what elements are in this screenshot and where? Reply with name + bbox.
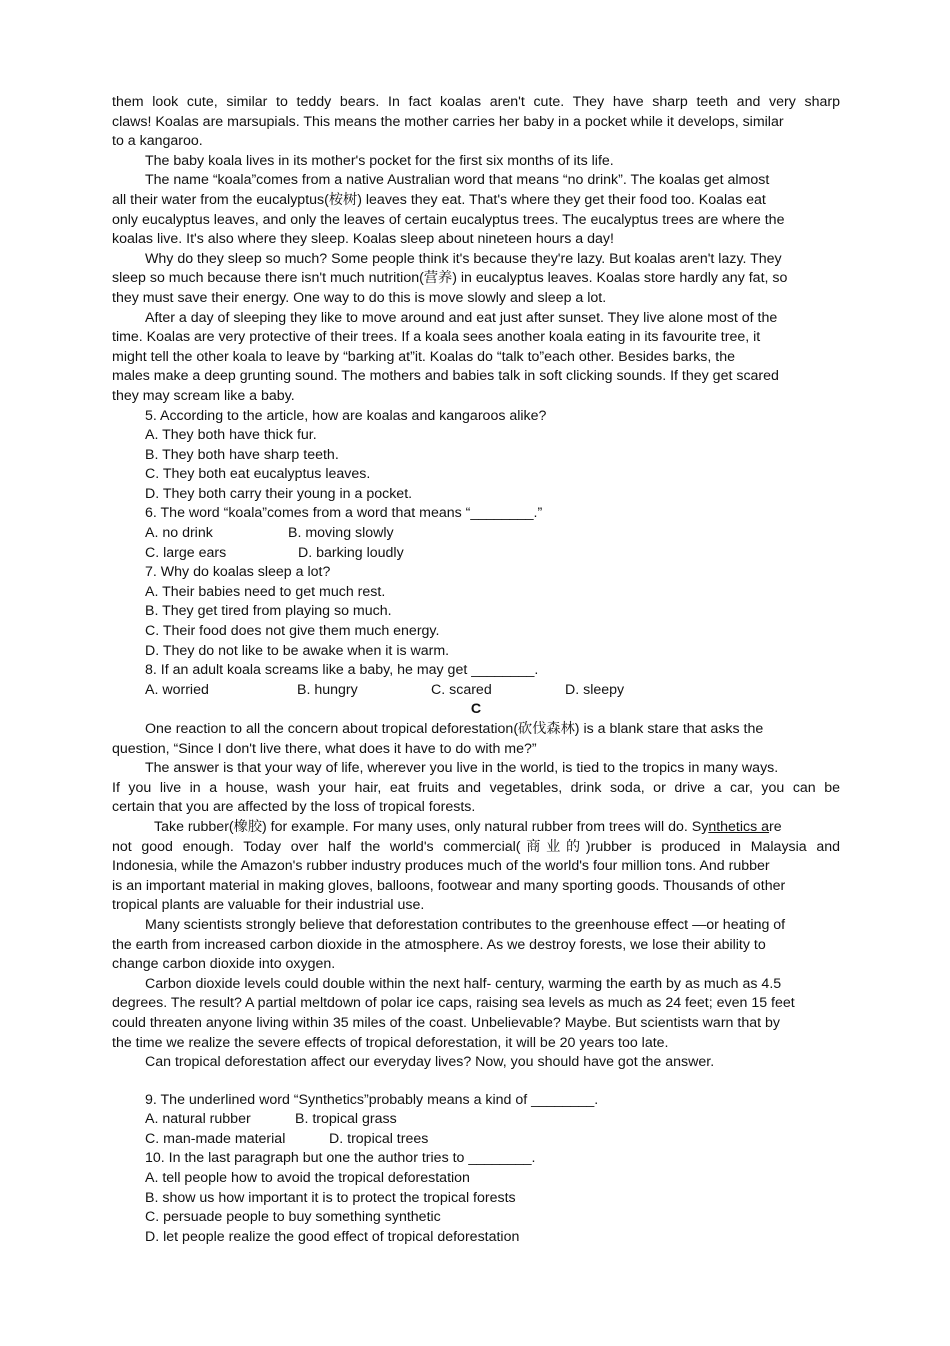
option-d: D. let people realize the good effect of tropical deforestation bbox=[145, 1228, 520, 1245]
question-stem: 9. The underlined word “Synthetics”probably means a kind of ________. bbox=[145, 1091, 599, 1108]
option-row bbox=[112, 1110, 840, 1130]
passage-b bbox=[112, 93, 840, 407]
option-a: A. natural rubber bbox=[145, 1111, 251, 1128]
option-c: C. large ears bbox=[145, 544, 227, 561]
text-line: Many scientists strongly believe that deforestation contributes to the greenhouse effect —or heating of bbox=[145, 916, 786, 933]
option-b: B. They get tired from playing so much. bbox=[145, 603, 392, 620]
text-line: degrees. The result? A partial meltdown of polar ice caps, raising sea levels as much as 24 feet; even 15 feet bbox=[112, 995, 795, 1012]
option-d: D. barking loudly bbox=[298, 544, 404, 561]
text-line: is an important material in making gloves, balloons, footwear and many sporting goods. Thousands of other bbox=[112, 877, 786, 894]
option-c: C. scared bbox=[431, 681, 492, 698]
option-a: A. Their babies need to get much rest. bbox=[145, 583, 386, 600]
question-6 bbox=[112, 504, 840, 563]
option-d: D. sleepy bbox=[565, 681, 625, 698]
text-line: the time we realize the severe effects of tropical deforestation, it will be 20 years too late. bbox=[112, 1034, 669, 1051]
text-line: them look cute, similar to teddy bears. In fact koalas aren't cute. They have sharp teeth and very sharp bbox=[112, 94, 840, 110]
question-stem: 8. If an adult koala screams like a baby, he may get ________. bbox=[145, 662, 539, 679]
option-d: D. tropical trees bbox=[329, 1130, 429, 1147]
question-9 bbox=[112, 1091, 840, 1150]
text-line: they may scream like a baby. bbox=[112, 387, 295, 404]
question-stem: 10. In the last paragraph but one the author tries to ________. bbox=[145, 1150, 536, 1167]
document-page bbox=[112, 93, 840, 1247]
question-10 bbox=[112, 1149, 840, 1247]
text-line: time. Koalas are very protective of their trees. If a koala sees another koala eating in its favourite tree, it bbox=[112, 329, 761, 346]
option-row bbox=[112, 544, 840, 564]
questions-c bbox=[112, 1091, 840, 1248]
option-b: B. tropical grass bbox=[295, 1111, 397, 1128]
option-a: A. worried bbox=[145, 681, 209, 698]
option-c: C. Their food does not give them much energy. bbox=[145, 623, 440, 640]
option-b: B. moving slowly bbox=[288, 525, 394, 542]
text-line: males make a deep grunting sound. The mothers and babies talk in soft clicking sounds. If they get scared bbox=[112, 368, 779, 385]
option-d: D. They do not like to be awake when it is warm. bbox=[145, 642, 450, 659]
question-5 bbox=[112, 407, 840, 505]
option-row bbox=[112, 681, 840, 701]
text-line: change carbon dioxide into oxygen. bbox=[112, 956, 336, 973]
question-8 bbox=[112, 661, 840, 700]
text-fragment: Take rubber(橡胶) for example. For many uses, only natural rubber from trees will do. Sy bbox=[154, 818, 709, 835]
passage-c bbox=[112, 720, 840, 1073]
text-line: Carbon dioxide levels could double within the next half- century, warming the earth by as much as 4.5 bbox=[145, 975, 782, 992]
text-line: could threaten anyone living within 35 miles of the coast. Unbelievable? Maybe. But scientists warn that by bbox=[112, 1014, 780, 1031]
text-line: not good enough. Today over half the world's commercial(商业的)rubber is produced in Malaysia and bbox=[112, 838, 840, 855]
option-c: C. persuade people to buy something synthetic bbox=[145, 1209, 441, 1226]
text-line: certain that you are affected by the loss of tropical forests. bbox=[112, 799, 476, 816]
text-line: The name “koala”comes from a native Australian word that means “no drink”. The koalas get almost bbox=[145, 172, 770, 189]
text-line: Why do they sleep so much? Some people think it's because they're lazy. But koalas aren't lazy. They bbox=[145, 250, 782, 267]
text-line: to a kangaroo. bbox=[112, 133, 203, 150]
section-heading: C bbox=[470, 701, 482, 718]
text-line: the earth from increased carbon dioxide in the atmosphere. As we destroy forests, we lose their ability to bbox=[112, 936, 766, 953]
option-a: A. They both have thick fur. bbox=[145, 427, 317, 444]
text-line: If you live in a house, wash your hair, eat fruits and vegetables, drink soda, or drive a car, you can be bbox=[112, 779, 840, 796]
text-line: One reaction to all the concern about tropical deforestation(砍伐森林) is a blank stare that asks the bbox=[145, 721, 764, 737]
text-line: tropical plants are valuable for their industrial use. bbox=[112, 897, 425, 914]
text-line: only eucalyptus leaves, and only the leaves of certain eucalyptus trees. The eucalyptus trees are where the bbox=[112, 211, 785, 228]
option-row bbox=[112, 1130, 840, 1150]
question-stem: 6. The word “koala”comes from a word that means “________.” bbox=[145, 505, 543, 522]
option-row bbox=[112, 524, 840, 544]
text-line: sleep so much because there isn't much nutrition(营养) in eucalyptus leaves. Koalas store hardly any fat, so bbox=[112, 270, 788, 287]
text-line: koalas live. It's also where they sleep. Koalas sleep about nineteen hours a day! bbox=[112, 231, 614, 248]
text-fragment: re bbox=[769, 818, 782, 835]
option-a: A. tell people how to avoid the tropical deforestation bbox=[145, 1170, 470, 1187]
text-line: After a day of sleeping they like to move around and eat just after sunset. They live alone most of the bbox=[145, 309, 778, 326]
underlined-word: nthetics a bbox=[708, 818, 770, 835]
option-a: A. no drink bbox=[145, 525, 213, 542]
option-c: C. man-made material bbox=[145, 1130, 286, 1147]
text-line: they must save their energy. One way to do this is move slowly and sleep a lot. bbox=[112, 289, 607, 306]
question-stem: 5. According to the article, how are koalas and kangaroos alike? bbox=[145, 407, 547, 424]
text-line: might tell the other koala to leave by “barking at”it. Koalas do “talk to”each other. Besides barks, the bbox=[112, 348, 736, 365]
text-line: question, “Since I don't live there, what does it have to do with me?” bbox=[112, 740, 537, 757]
text-line: Indonesia, while the Amazon's rubber industry produces much of the world's four million tons. And rubber bbox=[112, 858, 770, 875]
option-c: C. They both eat eucalyptus leaves. bbox=[145, 466, 371, 483]
text-line: The baby koala lives in its mother's pocket for the first six months of its life. bbox=[145, 152, 614, 169]
spacer bbox=[112, 1073, 840, 1091]
text-line: Can tropical deforestation affect our everyday lives? Now, you should have got the answer. bbox=[145, 1054, 715, 1071]
option-b: B. They both have sharp teeth. bbox=[145, 446, 339, 463]
question-7 bbox=[112, 563, 840, 661]
option-b: B. hungry bbox=[297, 681, 358, 698]
text-line: all their water from the eucalyptus(桉树) leaves they eat. That's where they get their food too. Koalas eat bbox=[112, 191, 766, 208]
questions-b bbox=[112, 407, 840, 701]
text-line: The answer is that your way of life, wherever you live in the world, is tied to the tropics in many ways. bbox=[145, 760, 779, 777]
text-line bbox=[112, 818, 840, 838]
question-stem: 7. Why do koalas sleep a lot? bbox=[145, 564, 331, 581]
option-d: D. They both carry their young in a pocket. bbox=[145, 485, 413, 502]
option-b: B. show us how important it is to protect the tropical forests bbox=[145, 1189, 516, 1206]
text-line: claws! Koalas are marsupials. This means the mother carries her baby in a pocket while it develops, similar bbox=[112, 113, 784, 130]
